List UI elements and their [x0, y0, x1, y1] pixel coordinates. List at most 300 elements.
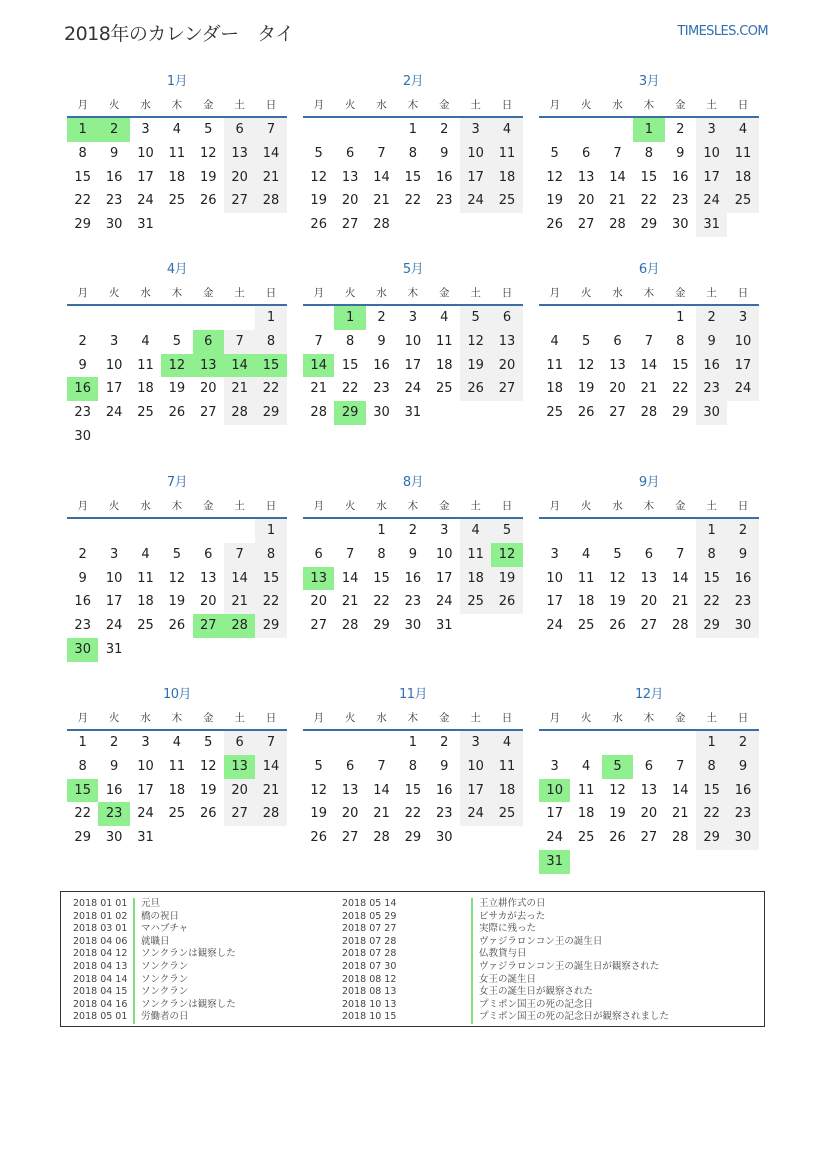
- weekday-label: 金: [203, 712, 214, 724]
- day-cell: 3: [109, 333, 119, 349]
- day-cell: 15: [255, 567, 286, 591]
- weekday-label: 金: [675, 712, 686, 724]
- day-cell: 29: [373, 618, 390, 634]
- day-cell: 28: [640, 405, 658, 421]
- weekday-label: 日: [737, 500, 749, 512]
- day-cell: 26: [577, 405, 595, 421]
- day-cell: 10: [137, 758, 154, 774]
- day-cell: 22: [640, 193, 658, 209]
- holiday-date: 2018 10 13: [342, 998, 397, 1010]
- day-cell: 30: [435, 830, 453, 846]
- holiday-row: [73, 960, 189, 974]
- holiday-row: [73, 910, 180, 924]
- weekday-header: [67, 707, 287, 731]
- day-cell: 5: [314, 758, 323, 774]
- weekday-label: 木: [171, 287, 183, 299]
- holiday-day-cell: 15: [255, 354, 286, 378]
- day-cell: 25: [168, 193, 186, 209]
- day-cell: 15: [696, 567, 727, 591]
- weekday-label: 水: [612, 99, 623, 111]
- day-cell: 11: [168, 758, 186, 774]
- empty-cell: [602, 519, 633, 543]
- holiday-row: [342, 998, 594, 1012]
- day-cell: 19: [199, 782, 217, 798]
- day-cell: 30: [727, 614, 758, 638]
- day-cell: 30: [671, 217, 689, 233]
- day-cell: 8: [78, 758, 87, 774]
- weekday-label: 月: [313, 500, 324, 512]
- day-cell: 19: [546, 193, 563, 209]
- day-cell: 26: [310, 217, 327, 233]
- empty-cell: [334, 118, 365, 142]
- day-cell: 6: [581, 145, 591, 161]
- holiday-day-cell: 1: [334, 306, 365, 330]
- day-cell: 8: [377, 546, 386, 562]
- day-cell: 20: [341, 193, 359, 209]
- empty-cell: [665, 731, 696, 755]
- day-cell: 26: [168, 618, 186, 634]
- day-cell: 11: [491, 142, 522, 166]
- empty-cell: [602, 306, 633, 330]
- day-cell: 28: [255, 802, 286, 826]
- day-cell: 9: [78, 357, 87, 373]
- day-cell: 7: [224, 330, 255, 354]
- day-cell: 7: [314, 333, 323, 349]
- empty-cell: [193, 306, 224, 330]
- weekday-label: 月: [77, 287, 88, 299]
- weekday-label: 金: [203, 500, 214, 512]
- day-cell: 31: [696, 213, 727, 237]
- day-grid: [303, 519, 523, 638]
- holiday-row: [342, 898, 546, 911]
- day-cell: 31: [137, 217, 154, 233]
- holiday-date: 2018 07 28: [342, 948, 397, 960]
- day-cell: 14: [224, 567, 255, 591]
- day-cell: 23: [727, 590, 758, 614]
- weekday-label: 土: [234, 287, 245, 299]
- empty-cell: [633, 519, 664, 543]
- day-cell: 16: [727, 779, 758, 803]
- holiday-day-cell: 30: [67, 638, 98, 662]
- weekday-label: 土: [470, 712, 481, 724]
- weekday-label: 金: [439, 99, 450, 111]
- weekday-label: 水: [140, 500, 151, 512]
- empty-cell: [633, 731, 664, 755]
- day-cell: 23: [404, 594, 422, 610]
- holiday-name: ビサカが去った: [471, 911, 545, 924]
- holiday-name: 女王の誕生日: [471, 974, 536, 987]
- month-title: 2月: [402, 74, 424, 89]
- day-cell: 7: [377, 758, 386, 774]
- day-cell: 9: [408, 546, 417, 562]
- day-cell: 20: [224, 779, 255, 803]
- day-cell: 14: [609, 169, 626, 185]
- day-cell: 15: [640, 169, 658, 185]
- day-cell: 29: [671, 405, 689, 421]
- day-cell: 23: [671, 193, 689, 209]
- weekday-label: 火: [108, 287, 120, 299]
- day-cell: 15: [341, 357, 359, 373]
- day-cell: 26: [546, 217, 563, 233]
- month-1: [67, 70, 287, 237]
- day-cell: 2: [440, 122, 449, 137]
- month-2: [303, 70, 523, 237]
- day-cell: 27: [310, 618, 327, 634]
- holiday-row: [73, 923, 189, 936]
- weekday-header: [303, 495, 523, 519]
- day-cell: 11: [577, 782, 595, 798]
- holiday-day-cell: 5: [602, 755, 633, 779]
- day-cell: 7: [676, 758, 685, 774]
- day-cell: 11: [491, 755, 522, 779]
- day-cell: 5: [613, 546, 622, 562]
- day-cell: 25: [168, 806, 186, 822]
- day-cell: 17: [404, 357, 422, 373]
- day-cell: 14: [255, 142, 286, 166]
- weekday-label: 金: [675, 287, 686, 299]
- holiday-row: [342, 973, 537, 987]
- day-cell: 14: [373, 782, 390, 798]
- day-cell: 10: [137, 145, 154, 161]
- day-cell: 4: [172, 735, 181, 750]
- holiday-name: 元旦: [133, 898, 160, 911]
- day-cell: 1: [255, 519, 286, 543]
- weekday-label: 月: [313, 287, 324, 299]
- day-cell: 27: [199, 405, 217, 421]
- day-cell: 21: [224, 377, 255, 401]
- weekday-label: 日: [265, 712, 277, 724]
- holiday-day-cell: 13: [193, 354, 224, 378]
- day-cell: 6: [204, 546, 213, 562]
- day-cell: 22: [74, 806, 91, 822]
- day-cell: 12: [310, 169, 327, 185]
- day-cell: 29: [255, 614, 286, 638]
- day-cell: 5: [581, 333, 591, 349]
- day-cell: 1: [78, 735, 87, 750]
- weekday-label: 日: [737, 99, 749, 111]
- day-cell: 4: [727, 118, 758, 142]
- holiday-name: プミポン国王の死の記念日: [471, 999, 593, 1012]
- day-cell: 23: [727, 802, 758, 826]
- day-cell: 21: [255, 779, 286, 803]
- holiday-day-cell: 29: [334, 401, 365, 425]
- day-cell: 23: [696, 377, 727, 401]
- weekday-label: 土: [470, 500, 481, 512]
- day-cell: 2: [78, 333, 87, 349]
- month-title: 10月: [162, 687, 192, 702]
- weekday-label: 木: [407, 712, 419, 724]
- weekday-label: 日: [501, 99, 513, 111]
- day-cell: 14: [640, 357, 658, 373]
- holiday-row: [342, 1011, 670, 1024]
- day-cell: 10: [105, 357, 123, 373]
- empty-cell: [67, 306, 98, 330]
- day-cell: 14: [671, 570, 689, 586]
- day-cell: 29: [255, 401, 286, 425]
- day-cell: 16: [105, 169, 123, 185]
- day-cell: 25: [491, 802, 522, 826]
- month-title: 11月: [398, 687, 428, 702]
- day-cell: 30: [696, 401, 727, 425]
- day-cell: 8: [255, 330, 286, 354]
- day-cell: 7: [255, 118, 286, 142]
- day-cell: 23: [74, 618, 91, 634]
- day-cell: 13: [640, 782, 658, 798]
- page-title: 2018年のカレンダー タイ: [64, 23, 294, 45]
- day-cell: 1: [696, 519, 727, 543]
- day-cell: 25: [137, 405, 154, 421]
- weekday-label: 日: [501, 712, 513, 724]
- day-cell: 23: [435, 806, 453, 822]
- day-cell: 21: [310, 381, 327, 397]
- weekday-label: 木: [171, 99, 183, 111]
- day-cell: 8: [644, 145, 653, 161]
- empty-cell: [633, 306, 664, 330]
- holiday-day-cell: 27: [193, 614, 224, 638]
- empty-cell: [224, 519, 255, 543]
- empty-cell: [224, 306, 255, 330]
- weekday-header: [67, 495, 287, 519]
- day-cell: 22: [373, 594, 390, 610]
- day-cell: 30: [105, 217, 123, 233]
- day-cell: 20: [341, 806, 359, 822]
- weekday-label: 日: [737, 712, 749, 724]
- day-cell: 12: [168, 570, 186, 586]
- day-cell: 8: [345, 333, 355, 349]
- day-cell: 5: [550, 145, 559, 161]
- day-cell: 8: [696, 543, 727, 567]
- day-cell: 7: [345, 546, 355, 562]
- weekday-header: [539, 495, 759, 519]
- day-cell: 6: [224, 118, 255, 142]
- weekday-header: [303, 94, 523, 118]
- day-cell: 28: [373, 217, 390, 233]
- weekday-label: 火: [344, 500, 356, 512]
- day-cell: 30: [74, 428, 91, 444]
- day-cell: 16: [74, 594, 91, 610]
- day-cell: 21: [373, 806, 390, 822]
- empty-cell: [366, 118, 397, 142]
- month-title: 5月: [402, 262, 424, 277]
- day-cell: 10: [546, 570, 563, 586]
- month-title: 7月: [166, 475, 188, 490]
- weekday-label: 土: [470, 287, 481, 299]
- holiday-row: [342, 910, 546, 924]
- day-cell: 2: [676, 122, 685, 137]
- day-cell: 17: [460, 166, 491, 190]
- holiday-name: ヴァジラロンコン王の誕生日が観察された: [471, 961, 659, 974]
- weekday-label: 金: [203, 99, 214, 111]
- day-cell: 24: [435, 594, 453, 610]
- day-cell: 2: [696, 306, 727, 330]
- empty-cell: [539, 118, 570, 142]
- holiday-name: ソンクラン: [133, 974, 188, 987]
- weekday-label: 月: [549, 500, 560, 512]
- day-cell: 13: [491, 330, 522, 354]
- weekday-label: 月: [77, 500, 88, 512]
- day-cell: 12: [199, 145, 217, 161]
- holiday-row: [342, 960, 660, 974]
- day-cell: 11: [435, 333, 453, 349]
- day-cell: 23: [105, 193, 123, 209]
- day-cell: 15: [696, 779, 727, 803]
- weekday-label: 水: [612, 712, 623, 724]
- holiday-name: 橋の祝日: [133, 911, 179, 924]
- day-cell: 23: [373, 381, 390, 397]
- day-cell: 13: [341, 169, 359, 185]
- day-cell: 25: [577, 830, 595, 846]
- day-cell: 3: [109, 546, 119, 562]
- day-grid: [67, 519, 287, 662]
- day-cell: 28: [609, 217, 626, 233]
- day-cell: 24: [137, 193, 154, 209]
- day-cell: 16: [727, 567, 758, 591]
- day-cell: 11: [137, 357, 154, 373]
- empty-cell: [161, 519, 192, 543]
- holiday-date: 2018 10 15: [342, 1011, 397, 1023]
- weekday-label: 木: [643, 287, 655, 299]
- day-cell: 22: [696, 590, 727, 614]
- day-cell: 15: [74, 169, 91, 185]
- day-cell: 18: [577, 594, 595, 610]
- day-cell: 22: [404, 193, 422, 209]
- weekday-label: 木: [171, 500, 183, 512]
- day-cell: 1: [377, 523, 386, 538]
- day-cell: 19: [491, 567, 522, 591]
- day-cell: 8: [255, 543, 286, 567]
- weekday-label: 金: [439, 712, 450, 724]
- day-cell: 2: [408, 523, 417, 538]
- weekday-header: [539, 282, 759, 306]
- day-cell: 5: [204, 735, 213, 750]
- holiday-row: [73, 998, 236, 1012]
- day-cell: 21: [609, 193, 626, 209]
- day-cell: 31: [137, 830, 154, 846]
- weekday-header: [303, 282, 523, 306]
- day-cell: 3: [696, 118, 727, 142]
- day-cell: 20: [491, 354, 522, 378]
- holiday-row: [342, 923, 537, 936]
- day-cell: 20: [224, 166, 255, 190]
- weekday-label: 土: [234, 500, 245, 512]
- month-5: [303, 258, 523, 425]
- day-cell: 9: [696, 330, 727, 354]
- day-cell: 5: [204, 122, 213, 137]
- holiday-day-cell: 1: [67, 118, 98, 142]
- holiday-day-cell: 13: [224, 755, 255, 779]
- empty-cell: [334, 731, 365, 755]
- month-title: 12月: [634, 687, 664, 702]
- day-cell: 10: [727, 330, 758, 354]
- holiday-day-cell: 12: [491, 543, 522, 567]
- day-cell: 10: [435, 546, 453, 562]
- empty-cell: [334, 519, 365, 543]
- weekday-label: 日: [265, 287, 277, 299]
- holiday-day-cell: 10: [539, 779, 570, 803]
- day-cell: 6: [345, 758, 355, 774]
- day-cell: 9: [440, 758, 449, 774]
- day-cell: 11: [137, 570, 154, 586]
- day-cell: 19: [168, 381, 186, 397]
- holiday-name: 仏教貸与日: [471, 948, 527, 961]
- day-cell: 11: [168, 145, 186, 161]
- day-cell: 4: [581, 546, 591, 562]
- weekday-header: [67, 282, 287, 306]
- holiday-row: [73, 986, 189, 999]
- day-cell: 4: [491, 118, 522, 142]
- day-cell: 31: [435, 618, 453, 634]
- holiday-name: プミポン国王の死の記念日が観察されました: [471, 1011, 669, 1024]
- holiday-day-cell: 6: [193, 330, 224, 354]
- weekday-label: 木: [643, 99, 655, 111]
- empty-cell: [602, 118, 633, 142]
- holiday-date: 2018 04 13: [73, 960, 128, 972]
- empty-cell: [665, 519, 696, 543]
- day-cell: 12: [546, 169, 563, 185]
- day-cell: 16: [435, 169, 453, 185]
- day-cell: 19: [460, 354, 491, 378]
- day-cell: 24: [460, 189, 491, 213]
- day-cell: 24: [460, 802, 491, 826]
- day-cell: 20: [640, 806, 658, 822]
- day-cell: 4: [581, 758, 591, 774]
- day-cell: 28: [224, 401, 255, 425]
- day-cell: 21: [255, 166, 286, 190]
- month-10: [67, 683, 287, 850]
- day-cell: 26: [609, 830, 626, 846]
- month-4: [67, 258, 287, 449]
- day-cell: 12: [310, 782, 327, 798]
- holiday-row: [73, 973, 189, 987]
- day-cell: 15: [671, 357, 689, 373]
- day-cell: 25: [546, 405, 563, 421]
- day-cell: 11: [460, 543, 491, 567]
- weekday-label: 金: [439, 287, 450, 299]
- day-cell: 2: [109, 735, 119, 750]
- holiday-date: 2018 04 15: [73, 986, 128, 998]
- holiday-day-cell: 2: [98, 118, 129, 142]
- day-cell: 24: [404, 381, 422, 397]
- day-grid: [67, 731, 287, 850]
- day-cell: 11: [727, 142, 758, 166]
- holiday-name: 就職日: [133, 936, 170, 949]
- holiday-day-cell: 15: [67, 779, 98, 803]
- day-cell: 21: [224, 590, 255, 614]
- day-cell: 6: [613, 333, 622, 349]
- day-cell: 17: [105, 381, 123, 397]
- day-cell: 4: [491, 731, 522, 755]
- day-cell: 11: [577, 570, 595, 586]
- day-cell: 13: [640, 570, 658, 586]
- weekday-label: 金: [439, 500, 450, 512]
- day-cell: 6: [644, 546, 653, 562]
- holiday-date: 2018 04 16: [73, 998, 128, 1010]
- empty-cell: [303, 306, 334, 330]
- weekday-label: 土: [706, 500, 717, 512]
- weekday-label: 土: [234, 99, 245, 111]
- day-cell: 1: [408, 122, 417, 137]
- empty-cell: [539, 519, 570, 543]
- day-cell: 22: [255, 590, 286, 614]
- day-cell: 31: [404, 405, 422, 421]
- day-cell: 5: [491, 519, 522, 543]
- day-cell: 25: [435, 381, 453, 397]
- day-cell: 28: [255, 189, 286, 213]
- weekday-header: [539, 94, 759, 118]
- holiday-name: ソンクランは観察した: [133, 999, 236, 1012]
- holiday-name: 労働者の日: [133, 1011, 189, 1024]
- weekday-label: 水: [612, 287, 623, 299]
